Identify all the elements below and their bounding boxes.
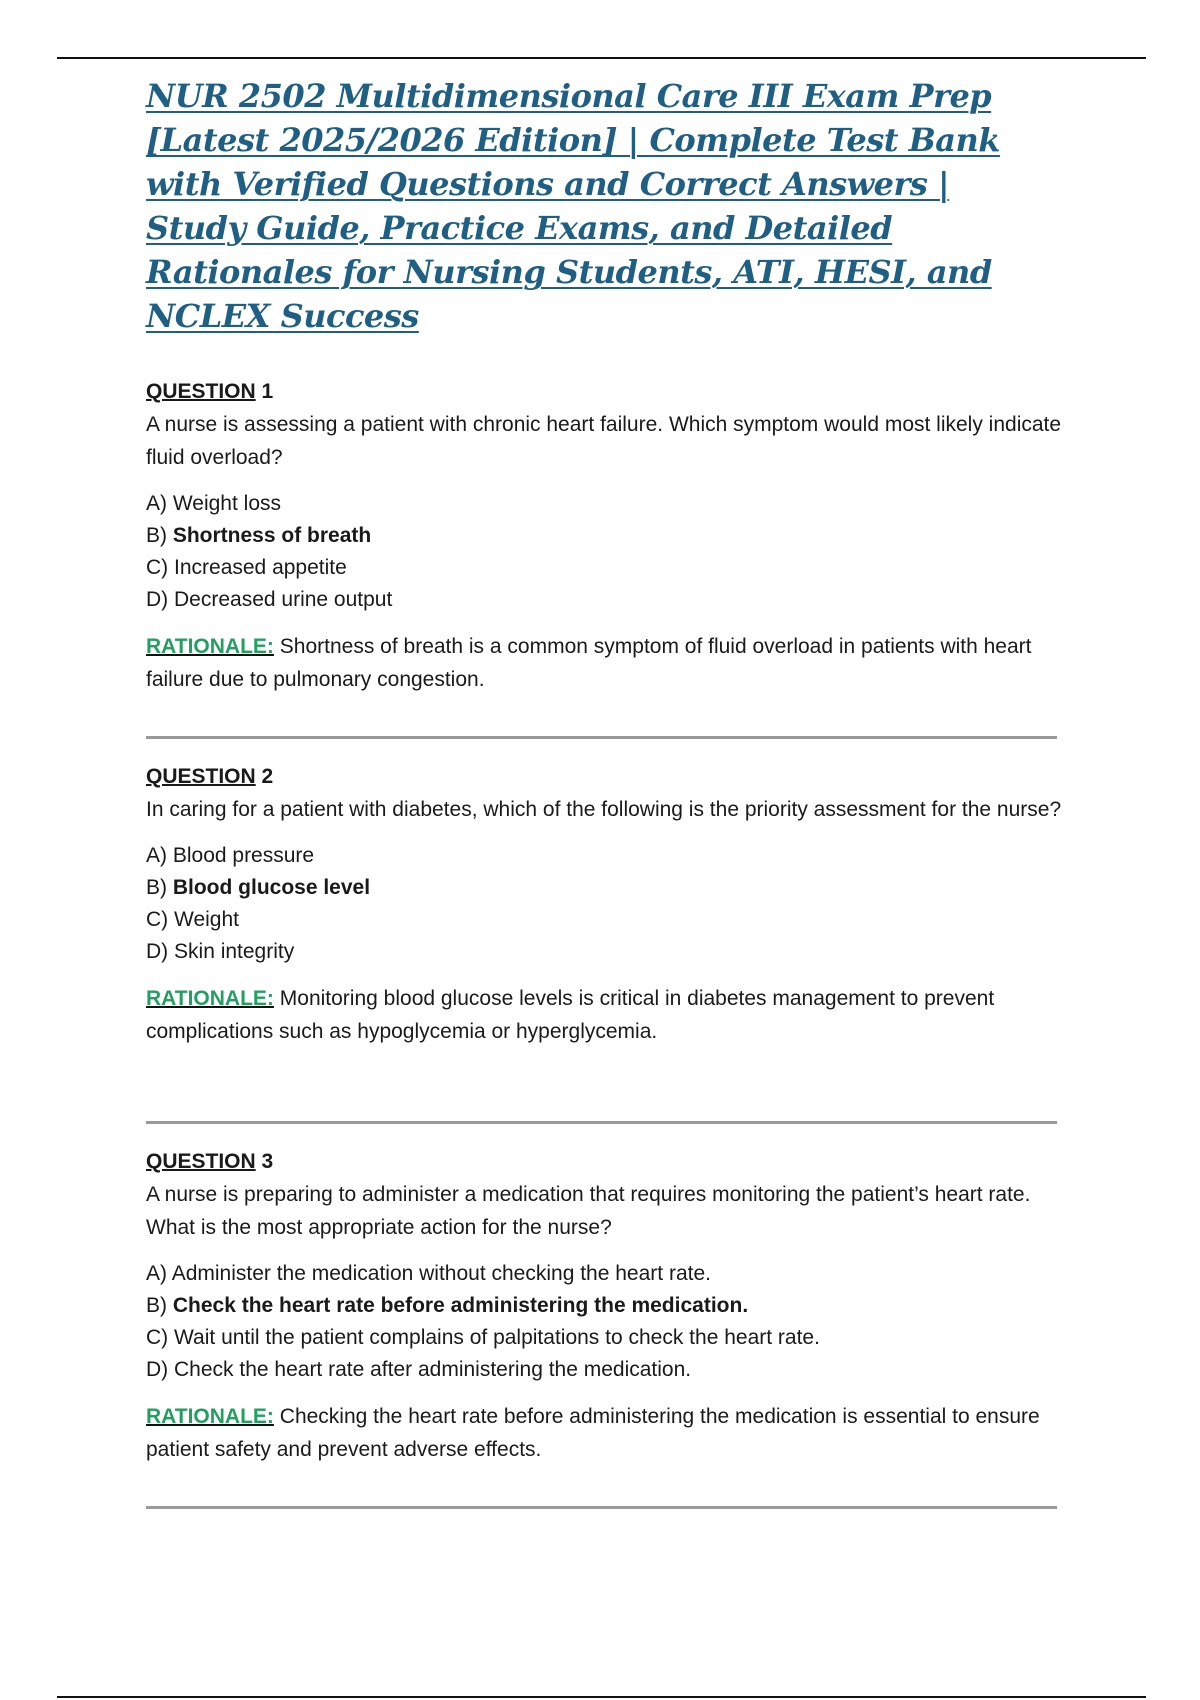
answer-option [146, 904, 1066, 936]
question-text: A nurse is preparing to administer a medication that requires monitoring the patient’s heart rate. What is the most appropriate action for the nurse? [146, 1183, 1031, 1239]
answer-options [146, 1258, 1066, 1386]
option-text: Decreased urine output [174, 588, 393, 611]
rationale-text: Checking the heart rate before administering the medication is essential to ensure patient safety and prevent adverse effects. [146, 1405, 1040, 1461]
option-text: Wait until the patient complains of palpitations to check the heart rate. [174, 1326, 820, 1349]
answer-option [146, 1258, 1066, 1290]
option-text: Skin integrity [174, 940, 295, 963]
title-line: Rationales for Nursing Students, ATI, HESI, and [146, 253, 992, 291]
question-word: QUESTION [146, 1150, 256, 1173]
answer-option [146, 520, 1066, 552]
answer-option [146, 584, 1066, 616]
title-line: Study Guide, Practice Exams, and Detailed [146, 209, 893, 247]
answer-option [146, 840, 1066, 872]
rationale-text: Shortness of breath is a common symptom of fluid overload in patients with heart failure due to pulmonary congestion. [146, 635, 1032, 691]
option-text: Blood pressure [172, 844, 315, 867]
answer-option [146, 936, 1066, 968]
question-separator [146, 1506, 1057, 1509]
title-line: [Latest 2025/2026 Edition] | Complete Test Bank [146, 121, 1000, 159]
option-text: Administer the medication without checking the heart rate. [171, 1262, 711, 1285]
header-rule [57, 57, 1146, 59]
correct-answer-text: Shortness of breath [172, 524, 372, 547]
rationale-label: RATIONALE: [146, 1405, 274, 1428]
option-text: Check the heart rate after administering the medication. [174, 1358, 692, 1381]
rationale-label: RATIONALE: [146, 987, 274, 1010]
option-letter: D) [146, 1358, 169, 1381]
question-label [146, 761, 1066, 793]
option-text: Weight loss [172, 492, 282, 515]
option-letter: B) [146, 876, 167, 899]
option-text: Weight [174, 908, 239, 931]
question-number: 2 [261, 765, 274, 788]
title-line: NCLEX Success [146, 297, 419, 335]
correct-answer-text: Check the heart rate before administering the medication. [172, 1294, 749, 1317]
question-block [146, 1146, 1066, 1466]
question-number: 3 [261, 1150, 274, 1173]
option-letter: A) [146, 492, 167, 515]
question-word: QUESTION [146, 765, 256, 788]
option-letter: C) [146, 1326, 169, 1349]
title-line: with Verified Questions and Correct Answers | [146, 165, 950, 203]
question-label [146, 1146, 1066, 1178]
option-letter: D) [146, 588, 169, 611]
question-label [146, 376, 1066, 408]
option-letter: A) [146, 844, 167, 867]
answer-option [146, 552, 1066, 584]
option-letter: A) [146, 1262, 167, 1285]
answer-option [146, 1322, 1066, 1354]
rationale-label: RATIONALE: [146, 635, 274, 658]
question-block [146, 761, 1066, 1048]
footer-rule [57, 1696, 1146, 1698]
option-letter: B) [146, 524, 167, 547]
answer-option [146, 1290, 1066, 1322]
question-text: A nurse is assessing a patient with chronic heart failure. Which symptom would most likely indicate fluid overload? [146, 413, 1062, 469]
option-letter: D) [146, 940, 169, 963]
question-separator [146, 1121, 1057, 1124]
rationale [146, 982, 1066, 1048]
answer-options [146, 488, 1066, 616]
document-title [146, 74, 1046, 338]
question-separator [146, 736, 1057, 739]
rationale [146, 1400, 1066, 1466]
question-word: QUESTION [146, 380, 256, 403]
answer-options [146, 840, 1066, 968]
answer-option [146, 872, 1066, 904]
question-block [146, 376, 1066, 696]
correct-answer-text: Blood glucose level [172, 876, 371, 899]
title-line: NUR 2502 Multidimensional Care III Exam Prep [146, 77, 992, 115]
answer-option [146, 488, 1066, 520]
rationale-text: Monitoring blood glucose levels is critical in diabetes management to prevent complications such as hypoglycemia or hyperglycemia. [146, 987, 995, 1043]
answer-option [146, 1354, 1066, 1386]
option-letter: C) [146, 556, 169, 579]
question-text: In caring for a patient with diabetes, which of the following is the priority assessment for the nurse? [146, 798, 1062, 821]
option-letter: B) [146, 1294, 167, 1317]
option-letter: C) [146, 908, 169, 931]
rationale [146, 630, 1066, 696]
option-text: Increased appetite [174, 556, 347, 579]
question-number: 1 [261, 380, 274, 403]
